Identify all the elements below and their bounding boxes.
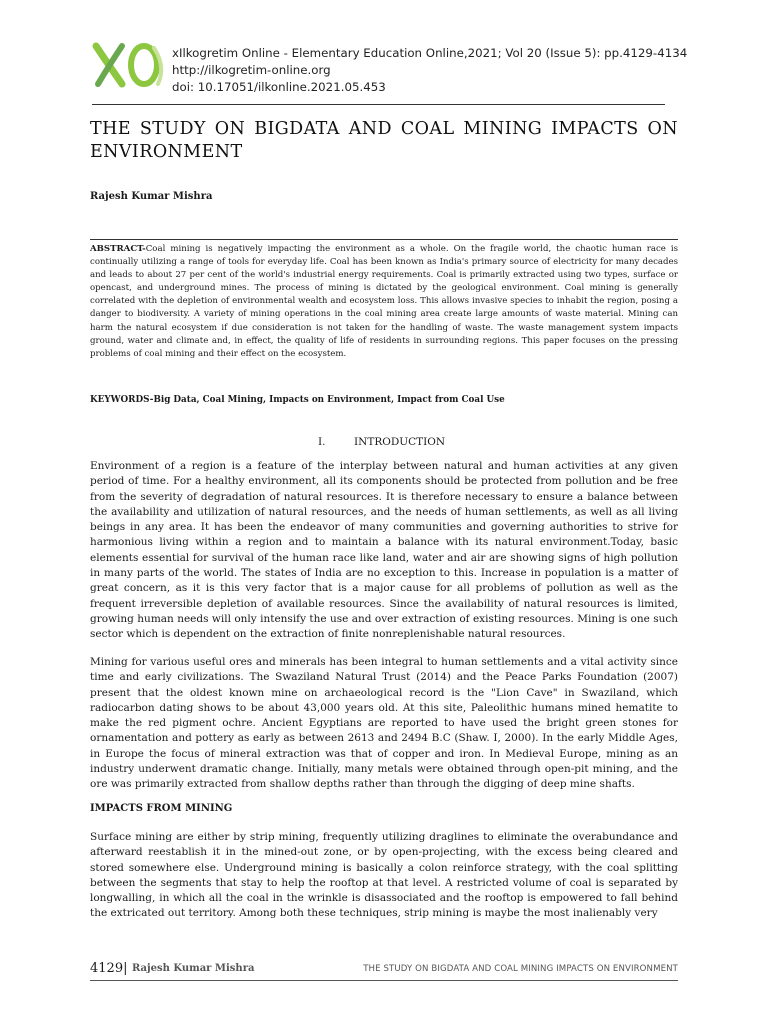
footer-author: Rajesh Kumar Mishra (132, 963, 255, 974)
author-name: Rajesh Kumar Mishra (90, 191, 213, 202)
page-number: 4129| (90, 961, 128, 976)
journal-doi: doi: 10.17051/ilkonline.2021.05.453 (172, 80, 386, 94)
abstract-text: Coal mining is negatively impacting the environment as a whole. On the fragile world, the chaotic human race is continually utilizing a range of tools for everyday life. Coal has been known as India's primary source of electricity for many decades and leads to about 27 per cent of the world's industrial energy requirements. Coal is primarily extracted using two types, surface or opencast, and underground mines. The process of mining is dictated by the geological environment. Coal mining is generally correlated with the depletion of environmental wealth and ecosystem loss. This allows invasive species to inhabit the region, posing a danger to biodiversity. A variety of mining operations in the coal mining area create large amounts of waste material. Mining can harm the natural ecosystem if due consideration is not taken for the handling of waste. The waste management system impacts ground, water and climate and, in effect, the quality of life of residents in surrounding regions. This paper focuses on the pressing problems of coal mining and their effect on the ecosystem. (90, 244, 678, 359)
section-title: INTRODUCTION (354, 436, 446, 448)
journal-citation-block (172, 45, 688, 96)
journal-header (92, 40, 688, 106)
footer-running-title: THE STUDY ON BIGDATA AND COAL MINING IMPACTS ON ENVIRONMENT (363, 964, 678, 974)
header-divider (92, 104, 665, 105)
abstract-paragraph (90, 243, 678, 361)
keywords-line: KEYWORDS-Big Data, Coal Mining, Impacts on Environment, Impact from Coal Use (90, 395, 505, 405)
abstract-divider (90, 239, 678, 240)
section-heading-introduction (318, 436, 445, 448)
section-number: I. (318, 436, 326, 448)
page-footer (90, 961, 678, 981)
section-heading-impacts: IMPACTS FROM MINING (90, 803, 233, 814)
intro-paragraph-2: Mining for various useful ores and minerals has been integral to human settlements and a vital activity since time and early civilizations. The Swaziland Natural Trust (2014) and the Peace Parks Foundation (2007) present that the oldest known mine on archaeological record is the "Lion Cave" in Swaziland, which radiocarbon dating shows to be about 43,000 years old. At this site, Paleolithic humans mined hematite to make the red pigment ochre. Ancient Egyptians are reported to have used the bright green stones for ornamentation and pottery as early as between 2613 and 2494 B.C (Shaw. I, 2000). In the early Middle Ages, in Europe the focus of mineral extraction was that of copper and iron. In Medieval Europe, mining as an industry underwent dramatic change. Initially, many metals were obtained through open-pit mining, and the ore was primarily extracted from shallow depths rather than through the digging of deep mine shafts. (90, 656, 678, 791)
journal-citation: xIlkogretim Online - Elementary Education Online,2021; Vol 20 (Issue 5): pp.4129-4134 (172, 46, 688, 60)
footer-divider (90, 980, 678, 981)
paper-title: THE STUDY ON BIGDATA AND COAL MINING IMPACTS ON ENVIRONMENT (90, 119, 678, 162)
intro-paragraph-1: Environment of a region is a feature of the interplay between natural and human activities at any given period of time. For a healthy environment, all its components should be protected from pollution and be free from the severity of degradation of natural resources. It is therefore necessary to ensure a balance between the availability and utilization of natural resources, and the needs of human settlements, as well as all living beings in any area. It has been the endeavor of many communities and governing authorities to strive for harmonious living within a region and to maintain a balance with its natural environment.Today, basic elements essential for survival of the human race like land, water and air are showing signs of high pollution in many parts of the world. The states of India are no exception to this. Increase in population is a matter of great concern, as it is this very factor that is a major cause for all problems of pollution as well as the frequent irreversible depletion of available resources. Since the availability of natural resources is limited, growing human needs will only intensify the use and over extraction of existing resources. Mining is one such sector which is dependent on the extraction of finite nonreplenishable natural resources. (90, 460, 678, 641)
xo-logo-icon (92, 40, 168, 90)
journal-url[interactable]: http://ilkogretim-online.org (172, 63, 331, 77)
impacts-paragraph-1: Surface mining are either by strip mining, frequently utilizing draglines to eliminate the overabundance and afterward reestablish it in the mined-out zone, or by open-projecting, with the excess being cleared and stored somewhere else. Underground mining is basically a colon reinforce strategy, with the coal splitting between the segments that stay to help the rooftop at that level. A restricted volume of coal is separated by longwalling, in which all the coal in the wrinkle is disassociated and the rooftop is empowered to fall behind the extricated out territory. Among both these techniques, strip mining is maybe the most inalienably very (90, 831, 678, 920)
abstract-label: ABSTRACT- (90, 244, 146, 254)
